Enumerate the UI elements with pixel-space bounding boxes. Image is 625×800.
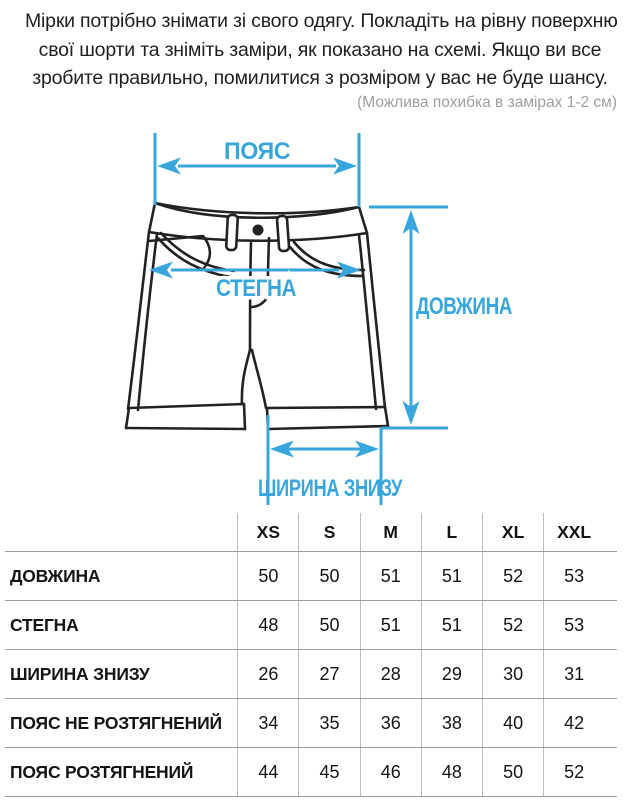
cell-value: 30 <box>483 650 544 699</box>
col-header-xs: XS <box>238 513 299 552</box>
cell-value: 51 <box>360 552 421 601</box>
hips-label: СТЕГНА <box>216 275 297 302</box>
cell-value: 48 <box>238 601 299 650</box>
table-row <box>5 601 617 650</box>
table-row <box>5 650 617 699</box>
cell-value: 42 <box>544 699 617 748</box>
waist-label: ПОЯС <box>224 138 291 165</box>
cell-value: 34 <box>238 699 299 748</box>
intro-line-3: зробите правильно, помилитися з розміром у вас не буде шансу. <box>32 67 608 89</box>
cell-value: 45 <box>299 748 360 797</box>
cell-value: 53 <box>544 601 617 650</box>
cell-value: 38 <box>421 699 482 748</box>
bottom-width-label: ШИРИНА ЗНИЗУ <box>258 475 404 502</box>
cell-value: 53 <box>544 552 617 601</box>
cell-value: 36 <box>360 699 421 748</box>
cell-value: 29 <box>421 650 482 699</box>
row-label: СТЕГНА <box>5 601 238 650</box>
cell-value: 50 <box>238 552 299 601</box>
corner-cell <box>5 513 238 552</box>
cell-value: 52 <box>483 552 544 601</box>
col-header-m: M <box>360 513 421 552</box>
cell-value: 31 <box>544 650 617 699</box>
measure-annotations <box>149 133 448 505</box>
cell-value: 51 <box>421 552 482 601</box>
cell-value: 52 <box>483 601 544 650</box>
belt-loop-left <box>226 215 238 250</box>
tolerance-note: (Можлива похибка в замірах 1-2 см) <box>357 94 617 111</box>
row-label: ПОЯС РОЗТЯГНЕНИЙ <box>5 748 238 797</box>
cell-value: 26 <box>238 650 299 699</box>
row-label: ДОВЖИНА <box>5 552 238 601</box>
length-label: ДОВЖИНА <box>416 293 513 320</box>
row-label: ШИРИНА ЗНИЗУ <box>5 650 238 699</box>
cell-value: 50 <box>483 748 544 797</box>
size-table <box>5 513 617 797</box>
col-header-s: S <box>299 513 360 552</box>
cell-value: 35 <box>299 699 360 748</box>
shorts-drawing <box>126 203 388 429</box>
cell-value: 50 <box>299 601 360 650</box>
cell-value: 27 <box>299 650 360 699</box>
cell-value: 50 <box>299 552 360 601</box>
col-header-xl: XL <box>483 513 544 552</box>
cell-value: 51 <box>360 601 421 650</box>
cell-value: 40 <box>483 699 544 748</box>
belt-loop-right <box>277 216 289 252</box>
shorts-measurement-diagram <box>0 120 625 512</box>
size-table-header-row <box>5 513 617 552</box>
intro-paragraph <box>25 7 618 93</box>
cell-value: 46 <box>360 748 421 797</box>
intro-line-2: свої шорти та зніміть заміри, як показано на схемі. Якщо ви все <box>38 38 602 61</box>
cell-value: 48 <box>421 748 482 797</box>
table-row <box>5 699 617 748</box>
cell-value: 51 <box>421 601 482 650</box>
button-dot <box>253 225 264 236</box>
intro-line-1: Мірки потрібно знімати зі свого одягу. Покладіть на рівну поверхню <box>25 10 618 32</box>
col-header-l: L <box>421 513 482 552</box>
cell-value: 44 <box>238 748 299 797</box>
arrowhead-left-icon <box>157 158 181 175</box>
table-row <box>5 552 617 601</box>
table-row <box>5 748 617 797</box>
arrowhead-right-icon <box>333 158 357 175</box>
row-label: ПОЯС НЕ РОЗТЯГНЕНИЙ <box>5 699 238 748</box>
cell-value: 28 <box>360 650 421 699</box>
col-header-xxl: XXL <box>544 513 617 552</box>
cell-value: 52 <box>544 748 617 797</box>
